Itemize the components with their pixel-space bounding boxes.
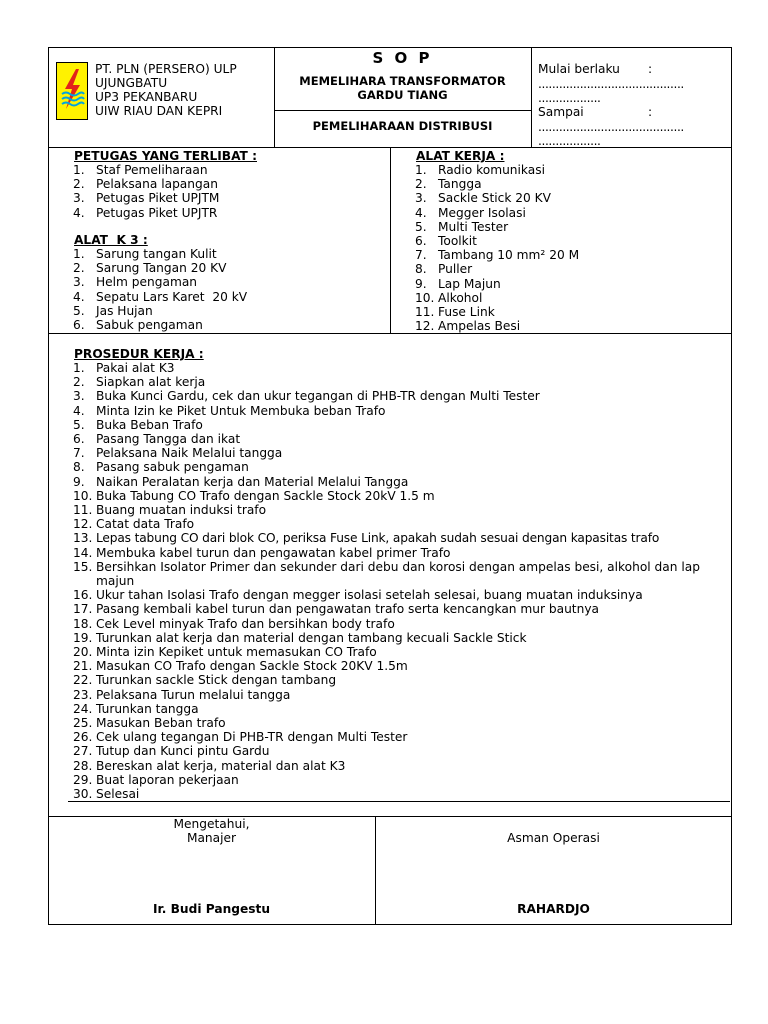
list-item: 25. Masukan Beban trafo (73, 716, 226, 731)
list-item: 1. Radio komunikasi (415, 163, 545, 177)
list-item: 3. Helm pengaman (73, 275, 198, 290)
list-item: 1. Pakai alat K3 (73, 361, 175, 375)
list-item: 1. Sarung tangan Kulit (73, 247, 217, 261)
list-item: 24. Turunkan tangga (73, 701, 199, 716)
list-item: 4. Petugas Piket UPJTR (73, 205, 218, 220)
company-line-1: PT. PLN (PERSERO) ULP (95, 62, 237, 76)
list-item: 26. Cek ulang tegangan Di PHB-TR dengan Multi Tester (73, 730, 408, 745)
personnel-heading: PETUGAS YANG TERLIBAT : (74, 149, 257, 163)
list-item: 5. Buka Beban Trafo (73, 417, 203, 432)
validity-start-label: Mulai berlaku (538, 62, 620, 76)
signature-left-name: Ir. Budi Pangestu (152, 902, 271, 916)
list-item: 18. Cek Level minyak Trafo dan bersihkan body trafo (73, 616, 395, 631)
company-line-2: UJUNGBATU (95, 76, 168, 90)
list-item: 13. Lepas tabung CO dari blok CO, periksa Fuse Link, apakah sudah sesuai dengan kapasitas trafo (73, 531, 660, 546)
list-item: 27. Tutup dan Kunci pintu Gardu (73, 744, 270, 759)
list-item: 6. Pasang Tangga dan ikat (73, 432, 241, 447)
procedure-list (73, 361, 725, 801)
signature-right-role: Asman Operasi (507, 831, 600, 845)
validity-start-dots-2: .................. (538, 91, 601, 105)
list-item: 15. Bersihkan Isolator Primer dan sekunder dari debu dan korosi dengan ampelas besi, alkohol dan lap majun (73, 559, 700, 589)
list-item: 19. Turunkan alat kerja dan material dengan tambang kecuali Sackle Stick (73, 630, 527, 645)
list-item: 16. Ukur tahan Isolasi Trafo dengan megger isolasi setelah selesai, buang muatan induksinya (73, 588, 643, 603)
list-item: 9. Naikan Peralatan kerja dan Material Melalui Tangga (73, 474, 409, 489)
validity-end-dots-1: .......................................... (538, 120, 684, 134)
list-item: 4. Minta Izin ke Piket Untuk Membuka beban Trafo (73, 403, 386, 418)
list-item: 10. Alkohol (415, 290, 483, 305)
list-item: 21. Masukan CO Trafo dengan Sackle Stock 20KV 1.5m (73, 659, 408, 674)
list-item: 20. Minta izin Kepiket untuk memasukan CO Trafo (73, 645, 377, 660)
validity-end-colon: : (648, 105, 653, 119)
company-line-4: UIW RIAU DAN KEPRI (95, 104, 223, 118)
lists-divider (48, 333, 732, 334)
sop-subtitle-2: GARDU TIANG (357, 88, 448, 102)
signature-left-role-1: Mengetahui, (173, 817, 250, 831)
list-item: 14. Membuka kabel turun dan pengawatan kabel primer Trafo (73, 545, 451, 560)
list-item: 30. Selesai (73, 787, 140, 802)
validity-end-label: Sampai (538, 105, 584, 119)
list-item: 17. Pasang kembali kabel turun dan pengawatan trafo serta kencangkan mur bautnya (73, 602, 599, 617)
signature-right-name: RAHARDJO (517, 902, 590, 916)
personnel-list (73, 163, 219, 220)
k3-list (73, 247, 247, 332)
list-item: 22. Turunkan sackle Stick dengan tambang (73, 673, 337, 688)
list-item: 9. Lap Majun (415, 276, 501, 291)
validity-start-colon: : (648, 62, 653, 76)
k3-heading: ALAT K 3 : (74, 233, 148, 247)
list-item: 3. Sackle Stick 20 KV (415, 191, 551, 206)
list-item: 28. Bereskan alat kerja, material dan alat K3 (73, 758, 346, 773)
sop-subtitle-1: MEMELIHARA TRANSFORMATOR (299, 74, 506, 88)
list-item: 7. Pelaksana Naik Melalui tangga (73, 446, 283, 461)
lists-col-divider (390, 147, 391, 333)
list-item: 29. Buat laporan pekerjaan (73, 772, 239, 787)
list-item: 2. Sarung Tangan 20 KV (73, 261, 227, 276)
tools-heading: ALAT KERJA : (416, 149, 505, 163)
list-item: 5. Multi Tester (415, 219, 509, 234)
pln-logo (56, 62, 88, 120)
list-item: 2. Tangga (415, 177, 482, 192)
list-item: 3. Buka Kunci Gardu, cek dan ukur tegangan di PHB-TR dengan Multi Tester (73, 389, 540, 404)
list-item: 11. Fuse Link (415, 305, 495, 320)
list-item: 11. Buang muatan induksi trafo (73, 503, 267, 518)
list-item: 10. Buka Tabung CO Trafo dengan Sackle Stock 20kV 1.5 m (73, 488, 435, 503)
list-item: 5. Jas Hujan (73, 303, 153, 318)
list-item: 12. Catat data Trafo (73, 517, 195, 532)
procedure-heading: PROSEDUR KERJA : (74, 347, 204, 361)
list-item: 23. Pelaksana Turun melalui tangga (73, 687, 291, 702)
pln-lightning-logo-icon (57, 63, 87, 119)
list-item: 4. Sepatu Lars Karet 20 kV (73, 289, 248, 304)
list-item: 8. Pasang sabuk pengaman (73, 460, 249, 475)
list-item: 7. Tambang 10 mm² 20 M (415, 248, 580, 263)
list-item: 1. Staf Pemeliharaan (73, 163, 208, 177)
signature-left-role-2: Manajer (186, 831, 237, 845)
list-item: 2. Siapkan alat kerja (73, 375, 206, 390)
sop-title-divider (274, 110, 531, 111)
sop-title: S O P (372, 49, 433, 67)
list-item: 6. Toolkit (415, 234, 477, 249)
tools-list (415, 163, 579, 333)
list-item: 4. Megger Isolasi (415, 205, 526, 220)
section-title: PEMELIHARAAN DISTRIBUSI (312, 119, 493, 133)
list-item: 3. Petugas Piket UPJTM (73, 191, 220, 206)
list-item: 8. Puller (415, 262, 473, 277)
validity-start-dots-1: .......................................... (538, 77, 684, 91)
list-item: 12. Ampelas Besi (415, 319, 521, 334)
company-line-3: UP3 PEKANBARU (95, 90, 198, 104)
validity-end-dots-2: .................. (538, 134, 601, 148)
list-item: 6. Sabuk pengaman (73, 318, 203, 333)
list-item: 2. Pelaksana lapangan (73, 177, 218, 192)
header-col-divider-2 (531, 47, 532, 147)
